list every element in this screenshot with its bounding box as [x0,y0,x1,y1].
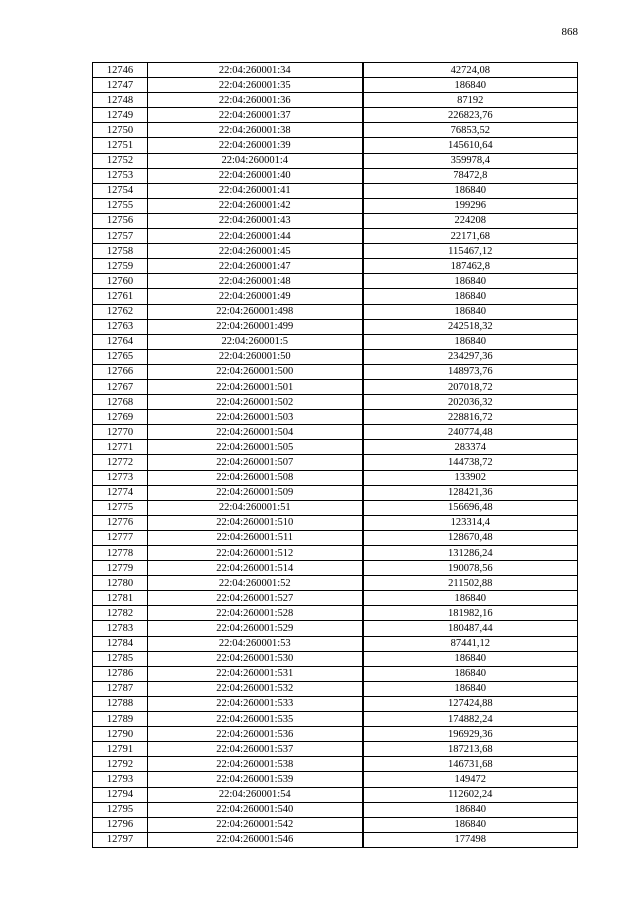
table-row [93,78,578,93]
row-number-cell: 12750 [93,123,148,138]
row-number-cell: 12795 [93,802,148,817]
table-row [93,485,578,500]
row-number-cell: 12760 [93,274,148,289]
row-number-cell: 12769 [93,410,148,425]
row-number-cell: 12748 [93,93,148,108]
table-row [93,349,578,364]
row-number-cell: 12794 [93,787,148,802]
cadastral-number-cell: 22:04:260001:539 [148,772,363,787]
cadastral-number-cell: 22:04:260001:536 [148,727,363,742]
cadastral-number-cell: 22:04:260001:532 [148,681,363,696]
value-cell: 149472 [363,772,578,787]
table-row [93,108,578,123]
table-row [93,787,578,802]
row-number-cell: 12790 [93,727,148,742]
row-number-cell: 12793 [93,772,148,787]
row-number-cell: 12761 [93,289,148,304]
cadastral-number-cell: 22:04:260001:51 [148,500,363,515]
value-cell: 177498 [363,832,578,847]
table-row [93,289,578,304]
value-cell: 186840 [363,666,578,681]
row-number-cell: 12789 [93,712,148,727]
value-cell: 144738,72 [363,455,578,470]
value-cell: 115467,12 [363,244,578,259]
table-row [93,546,578,561]
table-row [93,666,578,681]
cadastral-number-cell: 22:04:260001:537 [148,742,363,757]
row-number-cell: 12797 [93,832,148,847]
value-cell: 224208 [363,213,578,228]
value-cell: 186840 [363,591,578,606]
value-cell: 187462,8 [363,259,578,274]
table-row [93,606,578,621]
value-cell: 87441,12 [363,636,578,651]
value-cell: 228816,72 [363,410,578,425]
table-row [93,727,578,742]
value-cell: 181982,16 [363,606,578,621]
cadastral-number-cell: 22:04:260001:511 [148,530,363,545]
row-number-cell: 12764 [93,334,148,349]
cadastral-number-cell: 22:04:260001:498 [148,304,363,319]
table-row [93,802,578,817]
value-cell: 202036,32 [363,395,578,410]
cadastral-number-cell: 22:04:260001:48 [148,274,363,289]
row-number-cell: 12792 [93,757,148,772]
cadastral-number-cell: 22:04:260001:50 [148,349,363,364]
row-number-cell: 12779 [93,561,148,576]
cadastral-number-cell: 22:04:260001:47 [148,259,363,274]
row-number-cell: 12770 [93,425,148,440]
cadastral-number-cell: 22:04:260001:43 [148,213,363,228]
value-cell: 156696,48 [363,500,578,515]
cadastral-number-cell: 22:04:260001:528 [148,606,363,621]
table-row [93,319,578,334]
cadastral-number-cell: 22:04:260001:42 [148,198,363,213]
table-row [93,93,578,108]
row-number-cell: 12763 [93,319,148,334]
cadastral-number-cell: 22:04:260001:510 [148,515,363,530]
row-number-cell: 12773 [93,470,148,485]
cadastral-number-cell: 22:04:260001:529 [148,621,363,636]
row-number-cell: 12768 [93,395,148,410]
value-cell: 186840 [363,274,578,289]
table-row [93,455,578,470]
table-row [93,334,578,349]
row-number-cell: 12786 [93,666,148,681]
cadastral-number-cell: 22:04:260001:514 [148,561,363,576]
cadastral-number-cell: 22:04:260001:35 [148,78,363,93]
value-cell: 199296 [363,198,578,213]
table-row [93,772,578,787]
value-cell: 128421,36 [363,485,578,500]
table-row [93,198,578,213]
cadastral-number-cell: 22:04:260001:509 [148,485,363,500]
table-body [93,63,578,848]
cadastral-number-cell: 22:04:260001:41 [148,183,363,198]
row-number-cell: 12776 [93,515,148,530]
row-number-cell: 12755 [93,198,148,213]
cadastral-number-cell: 22:04:260001:540 [148,802,363,817]
row-number-cell: 12754 [93,183,148,198]
value-cell: 187213,68 [363,742,578,757]
cadastral-number-cell: 22:04:260001:34 [148,63,363,78]
value-cell: 180487,44 [363,621,578,636]
cadastral-number-cell: 22:04:260001:503 [148,410,363,425]
cadastral-number-cell: 22:04:260001:502 [148,395,363,410]
row-number-cell: 12772 [93,455,148,470]
table-row [93,274,578,289]
row-number-cell: 12747 [93,78,148,93]
row-number-cell: 12774 [93,485,148,500]
value-cell: 186840 [363,681,578,696]
table-row [93,530,578,545]
cadastral-number-cell: 22:04:260001:531 [148,666,363,681]
table-row [93,651,578,666]
row-number-cell: 12783 [93,621,148,636]
table-row [93,425,578,440]
cadastral-number-cell: 22:04:260001:39 [148,138,363,153]
table-row [93,515,578,530]
cadastral-number-cell: 22:04:260001:5 [148,334,363,349]
value-cell: 211502,88 [363,576,578,591]
table-row [93,410,578,425]
row-number-cell: 12756 [93,213,148,228]
table-row [93,395,578,410]
value-cell: 148973,76 [363,364,578,379]
cadastral-number-cell: 22:04:260001:508 [148,470,363,485]
row-number-cell: 12781 [93,591,148,606]
value-cell: 76853,52 [363,123,578,138]
table-row [93,500,578,515]
table-row [93,561,578,576]
row-number-cell: 12753 [93,168,148,183]
cadastral-number-cell: 22:04:260001:40 [148,168,363,183]
cadastral-number-cell: 22:04:260001:512 [148,546,363,561]
row-number-cell: 12778 [93,546,148,561]
table-row [93,576,578,591]
value-cell: 22171,68 [363,229,578,244]
table-row [93,213,578,228]
value-cell: 133902 [363,470,578,485]
value-cell: 127424,88 [363,696,578,711]
table-row [93,168,578,183]
value-cell: 196929,36 [363,727,578,742]
cadastral-number-cell: 22:04:260001:36 [148,93,363,108]
table-row [93,591,578,606]
cadastral-number-cell: 22:04:260001:527 [148,591,363,606]
cadastral-number-cell: 22:04:260001:45 [148,244,363,259]
cadastral-number-cell: 22:04:260001:52 [148,576,363,591]
cadastral-number-cell: 22:04:260001:54 [148,787,363,802]
row-number-cell: 12780 [93,576,148,591]
table-row [93,63,578,78]
value-cell: 226823,76 [363,108,578,123]
row-number-cell: 12765 [93,349,148,364]
value-cell: 123314,4 [363,515,578,530]
value-cell: 186840 [363,817,578,832]
table-row [93,681,578,696]
cadastral-number-cell: 22:04:260001:530 [148,651,363,666]
table-row [93,229,578,244]
row-number-cell: 12762 [93,304,148,319]
table-row [93,817,578,832]
row-number-cell: 12757 [93,229,148,244]
table-row [93,621,578,636]
row-number-cell: 12749 [93,108,148,123]
table-row [93,183,578,198]
row-number-cell: 12751 [93,138,148,153]
cadastral-number-cell: 22:04:260001:4 [148,153,363,168]
cadastral-number-cell: 22:04:260001:38 [148,123,363,138]
row-number-cell: 12766 [93,364,148,379]
value-cell: 242518,32 [363,319,578,334]
page-number: 868 [561,26,578,38]
cadastral-number-cell: 22:04:260001:542 [148,817,363,832]
value-cell: 186840 [363,304,578,319]
table-row [93,259,578,274]
table-row [93,712,578,727]
cadastral-number-cell: 22:04:260001:44 [148,229,363,244]
value-cell: 234297,36 [363,349,578,364]
cadastral-number-cell: 22:04:260001:507 [148,455,363,470]
table-row [93,379,578,394]
cadastral-number-cell: 22:04:260001:53 [148,636,363,651]
row-number-cell: 12752 [93,153,148,168]
value-cell: 186840 [363,651,578,666]
row-number-cell: 12785 [93,651,148,666]
value-cell: 78472,8 [363,168,578,183]
cadastral-number-cell: 22:04:260001:533 [148,696,363,711]
table-row [93,364,578,379]
value-cell: 174882,24 [363,712,578,727]
value-cell: 283374 [363,440,578,455]
row-number-cell: 12796 [93,817,148,832]
row-number-cell: 12782 [93,606,148,621]
table-row [93,138,578,153]
value-cell: 87192 [363,93,578,108]
row-number-cell: 12775 [93,500,148,515]
value-cell: 128670,48 [363,530,578,545]
table-row [93,244,578,259]
row-number-cell: 12787 [93,681,148,696]
value-cell: 186840 [363,78,578,93]
cadastral-number-cell: 22:04:260001:49 [148,289,363,304]
row-number-cell: 12759 [93,259,148,274]
row-number-cell: 12791 [93,742,148,757]
value-cell: 146731,68 [363,757,578,772]
value-cell: 190078,56 [363,561,578,576]
value-cell: 186840 [363,802,578,817]
row-number-cell: 12788 [93,696,148,711]
value-cell: 42724,08 [363,63,578,78]
row-number-cell: 12758 [93,244,148,259]
value-cell: 186840 [363,334,578,349]
row-number-cell: 12784 [93,636,148,651]
value-cell: 186840 [363,289,578,304]
value-cell: 145610,64 [363,138,578,153]
value-cell: 112602,24 [363,787,578,802]
table-row [93,742,578,757]
row-number-cell: 12771 [93,440,148,455]
cadastral-number-cell: 22:04:260001:504 [148,425,363,440]
table-row [93,636,578,651]
cadastral-number-cell: 22:04:260001:505 [148,440,363,455]
cadastral-number-cell: 22:04:260001:501 [148,379,363,394]
cadastral-number-cell: 22:04:260001:546 [148,832,363,847]
value-cell: 186840 [363,183,578,198]
value-cell: 240774,48 [363,425,578,440]
table-row [93,440,578,455]
cadastral-number-cell: 22:04:260001:499 [148,319,363,334]
cadastral-number-cell: 22:04:260001:535 [148,712,363,727]
table-row [93,696,578,711]
row-number-cell: 12767 [93,379,148,394]
table-row [93,832,578,847]
row-number-cell: 12777 [93,530,148,545]
cadastral-number-cell: 22:04:260001:500 [148,364,363,379]
table-row [93,304,578,319]
table-row [93,470,578,485]
cadastral-number-cell: 22:04:260001:538 [148,757,363,772]
cadastral-number-cell: 22:04:260001:37 [148,108,363,123]
row-number-cell: 12746 [93,63,148,78]
value-cell: 207018,72 [363,379,578,394]
cadastral-value-table [92,62,578,848]
value-cell: 359978,4 [363,153,578,168]
value-cell: 131286,24 [363,546,578,561]
table-row [93,123,578,138]
table-row [93,757,578,772]
table-row [93,153,578,168]
